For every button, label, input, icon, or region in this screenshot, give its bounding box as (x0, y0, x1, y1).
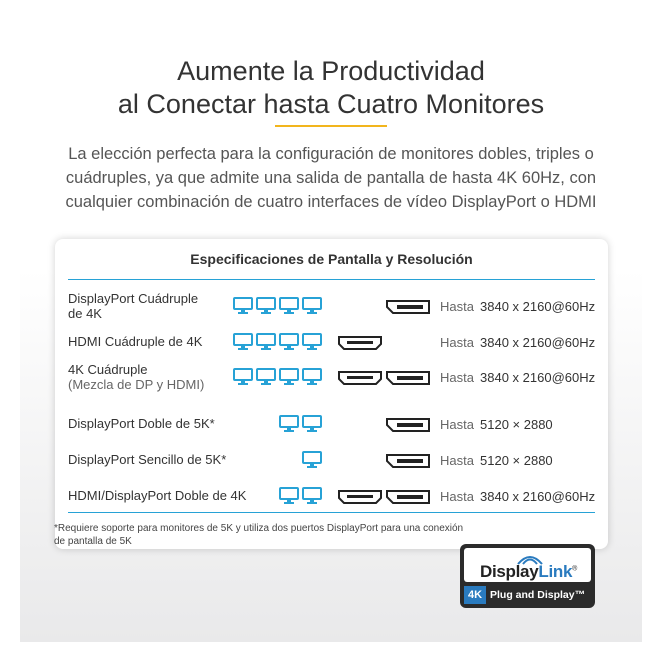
hdmi-icon (337, 335, 383, 351)
spec-row (55, 362, 608, 396)
intro-line-2: cuádruples, ya que admite una salida de pantalla de hasta 4K 60Hz, con (65, 169, 597, 187)
resolution-value: 3840 x 2160@60Hz (480, 489, 596, 504)
hasta-label: Hasta (440, 370, 474, 385)
displayport-icon (385, 453, 431, 469)
displaylink-wordmark (480, 562, 577, 582)
row-label-line-1: HDMI/DisplayPort Doble de 4K (68, 488, 247, 503)
spec-card-top-rule (68, 279, 595, 280)
row-label-line-1: DisplayPort Doble de 5K* (68, 416, 215, 431)
row-label-line-1: DisplayPort Cuádruple (68, 291, 199, 306)
monitor-icon (233, 333, 253, 351)
row-label-line-1: 4K Cuádruple (68, 362, 148, 377)
row-label (68, 362, 204, 392)
monitor-icon (302, 333, 322, 351)
footnote-line-1: *Requiere soporte para monitores de 5K y utiliza dos puertos DisplayPort para una conexión (54, 523, 464, 534)
displayport-icon (385, 299, 431, 315)
spec-row (55, 409, 608, 443)
monitor-icon (302, 297, 322, 315)
spec-card (55, 239, 608, 549)
row-label-line-1: HDMI Cuádruple de 4K (68, 334, 203, 349)
spec-row (55, 481, 608, 515)
monitor-icon (302, 451, 322, 469)
hasta-label: Hasta (440, 299, 474, 314)
wordmark-reg: ® (572, 565, 577, 573)
hasta-label: Hasta (440, 453, 474, 468)
spec-row (55, 445, 608, 479)
resolution-value: 5120 × 2880 (480, 417, 553, 432)
monitor-icon (279, 297, 299, 315)
monitor-icon (279, 487, 299, 505)
headline-line-1: Aumente la Productividad (177, 56, 485, 86)
resolution-value: 3840 x 2160@60Hz (480, 370, 596, 385)
wordmark-link: Link (538, 562, 573, 581)
spec-row (55, 327, 608, 361)
spec-row (55, 291, 608, 325)
hdmi-icon (337, 370, 383, 386)
displaylink-logo-panel (464, 548, 591, 582)
hasta-label: Hasta (440, 335, 474, 350)
spec-card-bottom-rule (68, 512, 595, 513)
badge-4k-tag: 4K (464, 586, 486, 604)
monitor-icon (302, 368, 322, 386)
accent-divider (275, 125, 387, 127)
monitor-icon (279, 368, 299, 386)
monitor-icon (233, 297, 253, 315)
intro-line-1: La elección perfecta para la configuración de monitores dobles, triples o (68, 145, 594, 163)
headline-line-2: al Conectar hasta Cuatro Monitores (117, 89, 545, 119)
monitor-icon (279, 415, 299, 433)
displayport-icon (385, 489, 431, 505)
row-label (68, 291, 198, 321)
row-label-line-1: DisplayPort Sencillo de 5K* (68, 452, 227, 467)
resolution-value: 5120 × 2880 (480, 453, 553, 468)
monitor-icon (256, 297, 276, 315)
row-label-line-2: de 4K (68, 306, 102, 321)
hasta-label: Hasta (440, 417, 474, 432)
monitor-icon (256, 333, 276, 351)
monitor-icon (256, 368, 276, 386)
row-label (68, 416, 215, 431)
intro-line-3: cualquier combinación de cuatro interfaces de vídeo DisplayPort o HDMI (65, 193, 597, 211)
footnote-line-2: de pantalla de 5K (54, 536, 132, 547)
displayport-icon (385, 370, 431, 386)
monitor-icon (302, 487, 322, 505)
monitor-icon (302, 415, 322, 433)
row-label (68, 488, 246, 503)
monitor-icon (279, 333, 299, 351)
wordmark-display: Display (480, 562, 539, 581)
spec-card-title: Especificaciones de Pantalla y Resolución (190, 251, 473, 267)
badge-plug-display: Plug and Display™ (490, 589, 586, 601)
row-label (68, 452, 226, 467)
resolution-value: 3840 x 2160@60Hz (480, 299, 596, 314)
resolution-value: 3840 x 2160@60Hz (480, 335, 596, 350)
monitor-icon (233, 368, 253, 386)
row-label-line-2: (Mezcla de DP y HDMI) (68, 377, 205, 392)
hasta-label: Hasta (440, 489, 474, 504)
row-label (68, 334, 202, 349)
hdmi-icon (337, 489, 383, 505)
displaylink-badge (460, 544, 595, 608)
displayport-icon (385, 417, 431, 433)
